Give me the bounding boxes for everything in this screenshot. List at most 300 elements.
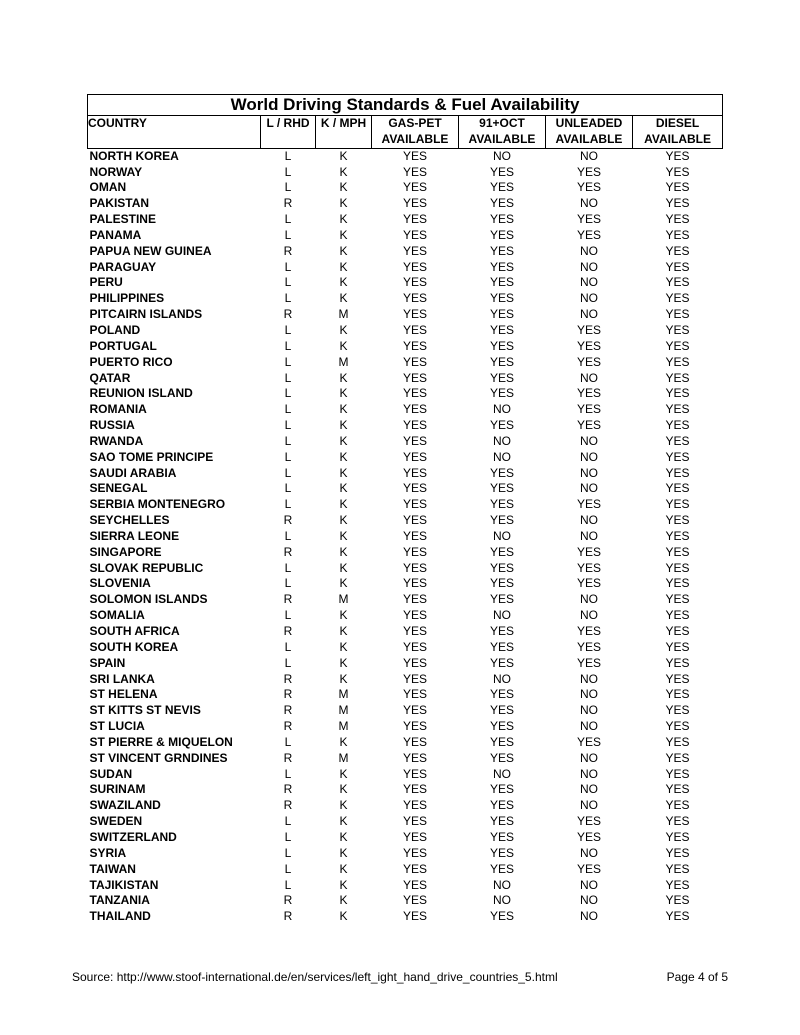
gas-cell: YES bbox=[402, 275, 427, 290]
lrhd-cell: R bbox=[283, 624, 293, 638]
country-cell: SENEGAL bbox=[89, 481, 148, 496]
diesel-cell: YES bbox=[665, 259, 690, 274]
lrhd-cell: L bbox=[284, 608, 292, 623]
oct-cell: YES bbox=[489, 576, 514, 591]
source-footer: Source: http://www.stoof-international.de/en/services/left_ight_hand_drive_countries_5.html bbox=[72, 970, 558, 984]
lrhd-cell: R bbox=[283, 671, 293, 686]
diesel-cell: YES bbox=[665, 497, 690, 512]
gas-cell: YES bbox=[402, 798, 427, 813]
table-row bbox=[88, 228, 723, 244]
kmph-cell: K bbox=[339, 560, 348, 575]
kmph-cell: K bbox=[339, 877, 348, 892]
table-row bbox=[88, 434, 723, 450]
header-row bbox=[88, 116, 723, 132]
oct-cell: YES bbox=[489, 845, 514, 860]
kmph-cell: K bbox=[339, 291, 348, 306]
diesel-cell: YES bbox=[665, 782, 690, 797]
gas-cell: YES bbox=[402, 465, 427, 480]
lrhd-cell: R bbox=[283, 243, 293, 258]
kmph-cell: K bbox=[339, 481, 348, 496]
table-row bbox=[88, 672, 723, 688]
table-row bbox=[88, 180, 723, 196]
unleaded-cell: YES bbox=[576, 212, 601, 227]
header-gas-line2: AVAILABLE bbox=[372, 132, 459, 148]
unleaded-cell: YES bbox=[576, 544, 601, 559]
unleaded-cell: NO bbox=[580, 719, 598, 734]
fuel-availability-table bbox=[87, 94, 723, 925]
unleaded-cell: NO bbox=[580, 370, 598, 385]
country-cell: ST PIERRE & MIQUELON bbox=[89, 734, 233, 749]
unleaded-cell: YES bbox=[576, 624, 601, 638]
kmph-cell: K bbox=[339, 655, 348, 670]
unleaded-cell: YES bbox=[576, 402, 601, 417]
unleaded-cell: NO bbox=[580, 243, 598, 258]
unleaded-cell: YES bbox=[576, 560, 601, 575]
kmph-cell: K bbox=[339, 418, 348, 433]
lrhd-cell: R bbox=[283, 782, 293, 797]
diesel-cell: YES bbox=[665, 845, 690, 860]
country-cell: PARAGUAY bbox=[89, 259, 157, 274]
diesel-cell: YES bbox=[665, 639, 690, 654]
gas-cell: YES bbox=[402, 449, 427, 464]
diesel-cell: YES bbox=[665, 338, 690, 353]
gas-cell: YES bbox=[402, 164, 427, 179]
lrhd-cell: L bbox=[284, 845, 292, 860]
diesel-cell: YES bbox=[665, 750, 690, 765]
diesel-cell: YES bbox=[665, 148, 690, 163]
gas-cell: YES bbox=[402, 243, 427, 258]
oct-cell: NO bbox=[493, 148, 511, 163]
unleaded-cell: YES bbox=[576, 322, 601, 337]
lrhd-cell: L bbox=[284, 275, 292, 290]
table-row bbox=[88, 735, 723, 751]
header-oct-line2: AVAILABLE bbox=[459, 132, 546, 148]
table-row bbox=[88, 148, 723, 164]
unleaded-cell: YES bbox=[576, 180, 601, 195]
table-title: World Driving Standards & Fuel Availability bbox=[88, 95, 723, 116]
country-cell: PUERTO RICO bbox=[89, 354, 173, 369]
gas-cell: YES bbox=[402, 814, 427, 829]
kmph-cell: M bbox=[338, 719, 349, 734]
country-cell: RWANDA bbox=[89, 433, 144, 448]
header-diesel-line2: AVAILABLE bbox=[633, 132, 723, 148]
table-row bbox=[88, 196, 723, 212]
oct-cell: YES bbox=[489, 750, 514, 765]
lrhd-cell: L bbox=[284, 386, 292, 401]
table-row bbox=[88, 608, 723, 624]
gas-cell: YES bbox=[402, 655, 427, 670]
oct-cell: YES bbox=[489, 909, 514, 924]
table-row bbox=[88, 862, 723, 878]
lrhd-cell: L bbox=[284, 829, 292, 844]
country-cell: ROMANIA bbox=[89, 402, 147, 417]
kmph-cell: K bbox=[339, 497, 348, 512]
kmph-cell: K bbox=[339, 829, 348, 844]
table-row bbox=[88, 767, 723, 783]
header-country: COUNTRY bbox=[88, 116, 261, 149]
gas-cell: YES bbox=[402, 782, 427, 797]
oct-cell: YES bbox=[489, 291, 514, 306]
diesel-cell: YES bbox=[665, 291, 690, 306]
unleaded-cell: YES bbox=[576, 576, 601, 591]
table-row bbox=[88, 513, 723, 529]
kmph-cell: K bbox=[339, 814, 348, 829]
unleaded-cell: NO bbox=[580, 449, 598, 464]
kmph-cell: K bbox=[339, 449, 348, 464]
unleaded-cell: YES bbox=[576, 418, 601, 433]
kmph-cell: K bbox=[339, 782, 348, 797]
diesel-cell: YES bbox=[665, 814, 690, 829]
country-cell: PHILIPPINES bbox=[89, 291, 165, 306]
table-row bbox=[88, 450, 723, 466]
country-cell: THAILAND bbox=[89, 909, 151, 924]
kmph-cell: K bbox=[339, 513, 348, 528]
table-row bbox=[88, 751, 723, 767]
oct-cell: YES bbox=[489, 560, 514, 575]
kmph-cell: K bbox=[339, 148, 348, 163]
unleaded-cell: YES bbox=[576, 354, 601, 369]
lrhd-cell: L bbox=[284, 212, 292, 227]
kmph-cell: K bbox=[339, 259, 348, 274]
table-row bbox=[88, 481, 723, 497]
lrhd-cell: R bbox=[283, 196, 293, 211]
oct-cell: YES bbox=[489, 196, 514, 211]
table-row bbox=[88, 561, 723, 577]
kmph-cell: K bbox=[339, 212, 348, 227]
table-row bbox=[88, 402, 723, 418]
kmph-cell: K bbox=[339, 671, 348, 686]
oct-cell: YES bbox=[489, 164, 514, 179]
unleaded-cell: YES bbox=[576, 861, 601, 876]
oct-cell: YES bbox=[489, 180, 514, 195]
country-cell: ST VINCENT GRNDINES bbox=[89, 750, 228, 765]
unleaded-cell: NO bbox=[580, 909, 598, 924]
gas-cell: YES bbox=[402, 291, 427, 306]
lrhd-cell: L bbox=[284, 322, 292, 337]
table-row bbox=[88, 592, 723, 608]
table-row bbox=[88, 529, 723, 545]
country-cell: PITCAIRN ISLANDS bbox=[89, 307, 203, 322]
diesel-cell: YES bbox=[665, 528, 690, 543]
oct-cell: NO bbox=[493, 402, 511, 417]
gas-cell: YES bbox=[402, 212, 427, 227]
country-cell: SWAZILAND bbox=[89, 798, 161, 813]
gas-cell: YES bbox=[402, 719, 427, 734]
diesel-cell: YES bbox=[665, 560, 690, 575]
gas-cell: YES bbox=[402, 560, 427, 575]
diesel-cell: YES bbox=[665, 481, 690, 496]
diesel-cell: YES bbox=[665, 449, 690, 464]
lrhd-cell: L bbox=[284, 877, 292, 892]
country-cell: SLOVENIA bbox=[89, 576, 151, 591]
country-cell: TAJIKISTAN bbox=[89, 877, 159, 892]
kmph-cell: K bbox=[339, 639, 348, 654]
diesel-cell: YES bbox=[665, 687, 690, 702]
gas-cell: YES bbox=[402, 671, 427, 686]
unleaded-cell: NO bbox=[580, 481, 598, 496]
table-row bbox=[88, 687, 723, 703]
oct-cell: NO bbox=[493, 766, 511, 781]
country-cell: SEYCHELLES bbox=[89, 513, 170, 528]
gas-cell: YES bbox=[402, 180, 427, 195]
oct-cell: YES bbox=[489, 212, 514, 227]
gas-cell: YES bbox=[402, 418, 427, 433]
country-cell: ST LUCIA bbox=[89, 719, 145, 734]
lrhd-cell: L bbox=[284, 576, 292, 591]
diesel-cell: YES bbox=[665, 624, 690, 638]
unleaded-cell: YES bbox=[576, 227, 601, 242]
oct-cell: YES bbox=[489, 544, 514, 559]
unleaded-cell: NO bbox=[580, 148, 598, 163]
table-row bbox=[88, 830, 723, 846]
unleaded-cell: NO bbox=[580, 782, 598, 797]
gas-cell: YES bbox=[402, 386, 427, 401]
table-row bbox=[88, 323, 723, 339]
diesel-cell: YES bbox=[665, 861, 690, 876]
country-cell: POLAND bbox=[89, 322, 141, 337]
gas-cell: YES bbox=[402, 861, 427, 876]
table-row bbox=[88, 212, 723, 228]
oct-cell: YES bbox=[489, 814, 514, 829]
kmph-cell: K bbox=[339, 227, 348, 242]
diesel-cell: YES bbox=[665, 275, 690, 290]
oct-cell: YES bbox=[489, 719, 514, 734]
gas-cell: YES bbox=[402, 750, 427, 765]
country-cell: PAPUA NEW GUINEA bbox=[89, 243, 212, 258]
kmph-cell: K bbox=[339, 386, 348, 401]
oct-cell: YES bbox=[489, 354, 514, 369]
gas-cell: YES bbox=[402, 893, 427, 908]
diesel-cell: YES bbox=[665, 370, 690, 385]
unleaded-cell: YES bbox=[576, 164, 601, 179]
diesel-cell: YES bbox=[665, 164, 690, 179]
unleaded-cell: NO bbox=[580, 433, 598, 448]
lrhd-cell: L bbox=[284, 259, 292, 274]
lrhd-cell: L bbox=[284, 164, 292, 179]
table-row bbox=[88, 466, 723, 482]
kmph-cell: K bbox=[339, 909, 348, 924]
lrhd-cell: R bbox=[283, 513, 293, 528]
table-row bbox=[88, 355, 723, 371]
lrhd-cell: R bbox=[283, 544, 293, 559]
country-cell: PANAMA bbox=[89, 227, 142, 242]
gas-cell: YES bbox=[402, 322, 427, 337]
diesel-cell: YES bbox=[665, 592, 690, 607]
table-row bbox=[88, 798, 723, 814]
kmph-cell: K bbox=[339, 402, 348, 417]
lrhd-cell: R bbox=[283, 307, 293, 322]
table-row bbox=[88, 275, 723, 291]
table-row bbox=[88, 497, 723, 513]
gas-cell: YES bbox=[402, 307, 427, 322]
kmph-cell: K bbox=[339, 433, 348, 448]
lrhd-cell: L bbox=[284, 734, 292, 749]
country-cell: ST HELENA bbox=[89, 687, 158, 702]
kmph-cell: M bbox=[338, 592, 349, 607]
diesel-cell: YES bbox=[665, 829, 690, 844]
lrhd-cell: L bbox=[284, 227, 292, 242]
gas-cell: YES bbox=[402, 354, 427, 369]
table-row bbox=[88, 814, 723, 830]
unleaded-cell: NO bbox=[580, 703, 598, 718]
country-cell: QATAR bbox=[89, 370, 131, 385]
gas-cell: YES bbox=[402, 877, 427, 892]
diesel-cell: YES bbox=[665, 544, 690, 559]
table-row bbox=[88, 165, 723, 181]
oct-cell: YES bbox=[489, 687, 514, 702]
unleaded-cell: YES bbox=[576, 814, 601, 829]
oct-cell: NO bbox=[493, 893, 511, 908]
lrhd-cell: L bbox=[284, 655, 292, 670]
kmph-cell: K bbox=[339, 275, 348, 290]
lrhd-cell: R bbox=[283, 687, 293, 702]
oct-cell: YES bbox=[489, 497, 514, 512]
country-cell: REUNION ISLAND bbox=[89, 386, 193, 401]
kmph-cell: K bbox=[339, 528, 348, 543]
table-row bbox=[88, 782, 723, 798]
oct-cell: YES bbox=[489, 275, 514, 290]
country-cell: PALESTINE bbox=[89, 212, 156, 227]
lrhd-cell: L bbox=[284, 861, 292, 876]
diesel-cell: YES bbox=[665, 243, 690, 258]
lrhd-cell: R bbox=[283, 893, 293, 908]
oct-cell: YES bbox=[489, 782, 514, 797]
unleaded-cell: NO bbox=[580, 291, 598, 306]
kmph-cell: M bbox=[338, 750, 349, 765]
diesel-cell: YES bbox=[665, 766, 690, 781]
oct-cell: YES bbox=[489, 861, 514, 876]
table-row bbox=[88, 719, 723, 735]
unleaded-cell: NO bbox=[580, 259, 598, 274]
country-cell: SUDAN bbox=[89, 766, 133, 781]
diesel-cell: YES bbox=[665, 893, 690, 908]
diesel-cell: YES bbox=[665, 402, 690, 417]
diesel-cell: YES bbox=[665, 513, 690, 528]
diesel-cell: YES bbox=[665, 227, 690, 242]
diesel-cell: YES bbox=[665, 703, 690, 718]
diesel-cell: YES bbox=[665, 608, 690, 623]
gas-cell: YES bbox=[402, 608, 427, 623]
lrhd-cell: L bbox=[284, 418, 292, 433]
table-row bbox=[88, 386, 723, 402]
gas-cell: YES bbox=[402, 544, 427, 559]
oct-cell: YES bbox=[489, 703, 514, 718]
lrhd-cell: R bbox=[283, 719, 293, 734]
unleaded-cell: NO bbox=[580, 196, 598, 211]
diesel-cell: YES bbox=[665, 798, 690, 813]
lrhd-cell: R bbox=[283, 798, 293, 813]
oct-cell: YES bbox=[489, 592, 514, 607]
gas-cell: YES bbox=[402, 576, 427, 591]
header-oct-line1: 91+OCT bbox=[459, 116, 546, 132]
gas-cell: YES bbox=[402, 624, 427, 638]
oct-cell: YES bbox=[489, 798, 514, 813]
country-cell: SERBIA MONTENEGRO bbox=[89, 497, 226, 512]
table-body bbox=[88, 148, 723, 925]
diesel-cell: YES bbox=[665, 418, 690, 433]
table-row bbox=[88, 291, 723, 307]
country-cell: TAIWAN bbox=[89, 861, 136, 876]
country-cell: SOLOMON ISLANDS bbox=[89, 592, 208, 607]
oct-cell: YES bbox=[489, 307, 514, 322]
oct-cell: YES bbox=[489, 639, 514, 654]
country-cell: NORTH KOREA bbox=[89, 148, 179, 163]
gas-cell: YES bbox=[402, 592, 427, 607]
kmph-cell: K bbox=[339, 465, 348, 480]
country-cell: PAKISTAN bbox=[89, 196, 150, 211]
country-cell: ST KITTS ST NEVIS bbox=[89, 703, 201, 718]
unleaded-cell: NO bbox=[580, 845, 598, 860]
gas-cell: YES bbox=[402, 845, 427, 860]
gas-cell: YES bbox=[402, 513, 427, 528]
lrhd-cell: L bbox=[284, 497, 292, 512]
diesel-cell: YES bbox=[665, 909, 690, 924]
gas-cell: YES bbox=[402, 148, 427, 163]
country-cell: PORTUGAL bbox=[89, 338, 157, 353]
gas-cell: YES bbox=[402, 196, 427, 211]
diesel-cell: YES bbox=[665, 719, 690, 734]
kmph-cell: K bbox=[339, 766, 348, 781]
unleaded-cell: NO bbox=[580, 307, 598, 322]
unleaded-cell: YES bbox=[576, 338, 601, 353]
oct-cell: YES bbox=[489, 465, 514, 480]
kmph-cell: K bbox=[339, 734, 348, 749]
country-cell: SOMALIA bbox=[89, 608, 145, 623]
unleaded-cell: NO bbox=[580, 671, 598, 686]
oct-cell: YES bbox=[489, 338, 514, 353]
table-row bbox=[88, 703, 723, 719]
kmph-cell: K bbox=[339, 861, 348, 876]
unleaded-cell: NO bbox=[580, 592, 598, 607]
diesel-cell: YES bbox=[665, 386, 690, 401]
country-cell: SAUDI ARABIA bbox=[89, 465, 177, 480]
gas-cell: YES bbox=[402, 497, 427, 512]
unleaded-cell: NO bbox=[580, 608, 598, 623]
table-row bbox=[88, 307, 723, 323]
country-cell: TANZANIA bbox=[89, 893, 150, 908]
oct-cell: YES bbox=[489, 259, 514, 274]
table-row bbox=[88, 656, 723, 672]
kmph-cell: K bbox=[339, 370, 348, 385]
gas-cell: YES bbox=[402, 481, 427, 496]
kmph-cell: K bbox=[339, 576, 348, 591]
country-cell: SYRIA bbox=[89, 845, 127, 860]
kmph-cell: K bbox=[339, 893, 348, 908]
table-row bbox=[88, 244, 723, 260]
lrhd-cell: R bbox=[283, 750, 293, 765]
kmph-cell: K bbox=[339, 164, 348, 179]
unleaded-cell: NO bbox=[580, 513, 598, 528]
unleaded-cell: NO bbox=[580, 275, 598, 290]
diesel-cell: YES bbox=[665, 433, 690, 448]
oct-cell: YES bbox=[489, 829, 514, 844]
diesel-cell: YES bbox=[665, 734, 690, 749]
country-cell: SRI LANKA bbox=[89, 671, 155, 686]
diesel-cell: YES bbox=[665, 322, 690, 337]
kmph-cell: K bbox=[339, 180, 348, 195]
diesel-cell: YES bbox=[665, 877, 690, 892]
gas-cell: YES bbox=[402, 402, 427, 417]
country-cell: PERU bbox=[89, 275, 123, 290]
country-cell: SINGAPORE bbox=[89, 544, 162, 559]
lrhd-cell: L bbox=[284, 402, 292, 417]
oct-cell: YES bbox=[489, 243, 514, 258]
lrhd-cell: L bbox=[284, 291, 292, 306]
lrhd-cell: L bbox=[284, 528, 292, 543]
unleaded-cell: NO bbox=[580, 893, 598, 908]
lrhd-cell: R bbox=[283, 592, 293, 607]
lrhd-cell: R bbox=[283, 703, 293, 718]
